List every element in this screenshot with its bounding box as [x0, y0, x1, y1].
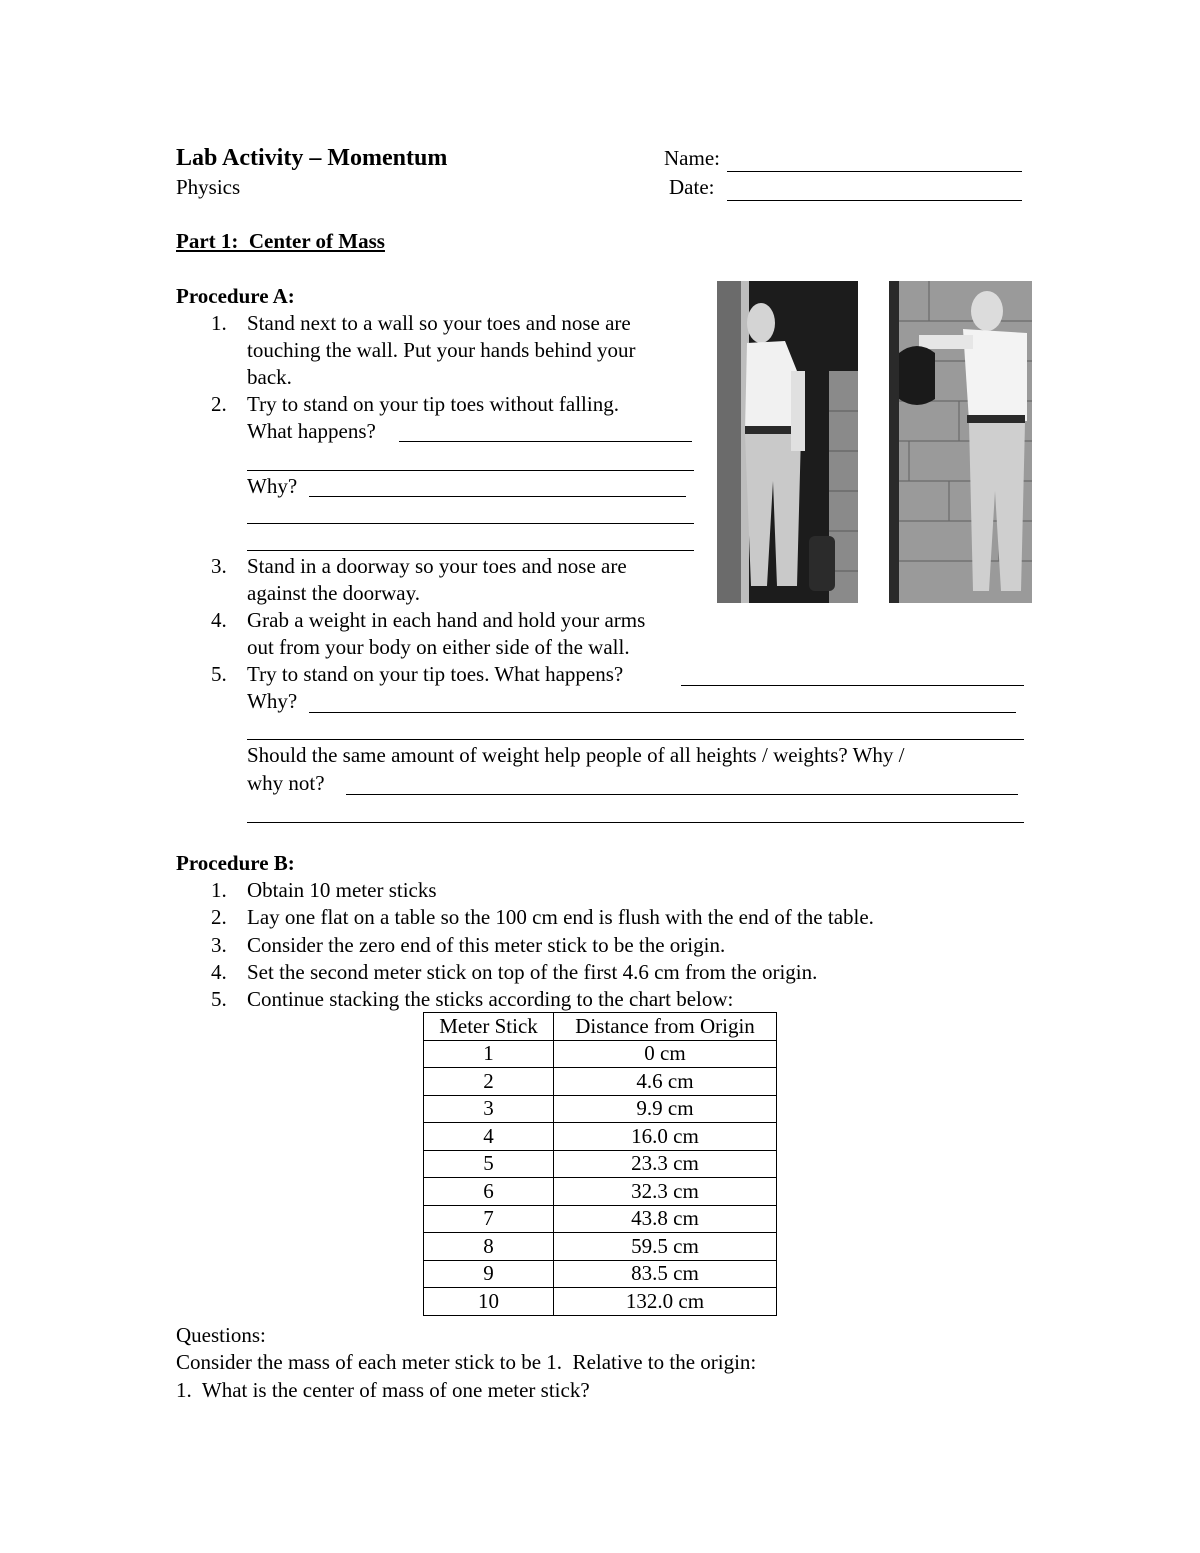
meter-stick-cell: 1: [424, 1040, 554, 1068]
step-b2-text: Lay one flat on a table so the 100 cm end is flush with the end of the table.: [247, 905, 874, 929]
distance-cell: 4.6 cm: [554, 1068, 777, 1096]
answer-line[interactable]: [247, 470, 694, 471]
meter-stick-cell: 2: [424, 1068, 554, 1096]
photo-man-holding-weight: [889, 281, 1032, 603]
table-row: [424, 1068, 777, 1096]
part1-heading: Part 1: Center of Mass: [176, 229, 385, 253]
step-a5-number: 5.: [211, 662, 227, 686]
distance-cell: 83.5 cm: [554, 1260, 777, 1288]
question-line1: Should the same amount of weight help people of all heights / weights? Why /: [247, 743, 905, 767]
answer-line[interactable]: [247, 550, 694, 551]
why-answer-line[interactable]: [309, 712, 1016, 713]
why-label: Why?: [247, 689, 298, 713]
distance-cell: 132.0 cm: [554, 1288, 777, 1316]
step-b4-number: 4.: [211, 960, 227, 984]
table-row: [424, 1233, 777, 1261]
distance-cell: 32.3 cm: [554, 1178, 777, 1206]
distance-cell: 16.0 cm: [554, 1123, 777, 1151]
subject-label: Physics: [176, 175, 241, 199]
step-b1-text: Obtain 10 meter sticks: [247, 878, 437, 902]
question-line2: why not?: [247, 771, 325, 795]
table-row: [424, 1205, 777, 1233]
step-a1-line3: back.: [247, 365, 292, 389]
distance-cell: 9.9 cm: [554, 1095, 777, 1123]
name-label: Name:: [664, 146, 720, 170]
man-with-weight-illustration: [889, 281, 1032, 603]
distance-cell: 23.3 cm: [554, 1150, 777, 1178]
why-answer-line[interactable]: [309, 496, 686, 497]
distance-cell: 0 cm: [554, 1040, 777, 1068]
step-a1-line2: touching the wall. Put your hands behind your: [247, 338, 636, 362]
table-row: [424, 1095, 777, 1123]
man-at-wall-illustration: [717, 281, 858, 603]
table-row: [424, 1260, 777, 1288]
what-happens-answer-line[interactable]: [681, 685, 1024, 686]
questions-intro: Consider the mass of each meter stick to be 1. Relative to the origin:: [176, 1350, 757, 1374]
answer-line[interactable]: [247, 739, 1024, 740]
table-row: [424, 1150, 777, 1178]
answer-line[interactable]: [247, 523, 694, 524]
step-b3-number: 3.: [211, 933, 227, 957]
why-label: Why?: [247, 474, 298, 498]
distance-cell: 43.8 cm: [554, 1205, 777, 1233]
procedure-b-heading: Procedure B:: [176, 851, 295, 875]
why-not-answer-line[interactable]: [346, 794, 1018, 795]
step-b5-number: 5.: [211, 987, 227, 1011]
step-a3-line1: Stand in a doorway so your toes and nose are: [247, 554, 627, 578]
step-a2-number: 2.: [211, 392, 227, 416]
meter-stick-cell: 6: [424, 1178, 554, 1206]
question-1: 1. What is the center of mass of one meter stick?: [176, 1378, 590, 1402]
step-b2-number: 2.: [211, 905, 227, 929]
meter-stick-cell: 3: [424, 1095, 554, 1123]
step-a5-text: Try to stand on your tip toes. What happens?: [247, 662, 624, 686]
meter-stick-cell: 9: [424, 1260, 554, 1288]
step-b1-number: 1.: [211, 878, 227, 902]
table-row: [424, 1040, 777, 1068]
table-row: [424, 1178, 777, 1206]
answer-line[interactable]: [247, 822, 1024, 823]
step-a1-number: 1.: [211, 311, 227, 335]
table-header-row: [424, 1013, 777, 1041]
document-title: Lab Activity – Momentum: [176, 145, 448, 171]
step-a3-line2: against the doorway.: [247, 581, 421, 605]
meter-stick-table: [423, 1012, 777, 1316]
meter-stick-cell: 8: [424, 1233, 554, 1261]
photo-man-against-wall: [717, 281, 858, 603]
step-a4-line1: Grab a weight in each hand and hold your arms: [247, 608, 646, 632]
step-a4-number: 4.: [211, 608, 227, 632]
table-row: [424, 1123, 777, 1151]
meter-stick-cell: 4: [424, 1123, 554, 1151]
step-a4-line2: out from your body on either side of the wall.: [247, 635, 630, 659]
column-header-meter-stick: Meter Stick: [424, 1013, 554, 1041]
date-label: Date:: [669, 175, 715, 199]
step-b5-text: Continue stacking the sticks according to the chart below:: [247, 987, 734, 1011]
step-b3-text: Consider the zero end of this meter stick to be the origin.: [247, 933, 726, 957]
procedure-a-heading: Procedure A:: [176, 284, 295, 308]
step-a1-line1: Stand next to a wall so your toes and nose are: [247, 311, 631, 335]
questions-label: Questions:: [176, 1323, 266, 1347]
column-header-distance: Distance from Origin: [554, 1013, 777, 1041]
what-happens-label: What happens?: [247, 419, 376, 443]
step-a3-number: 3.: [211, 554, 227, 578]
meter-stick-cell: 7: [424, 1205, 554, 1233]
step-b4-text: Set the second meter stick on top of the first 4.6 cm from the origin.: [247, 960, 818, 984]
distance-cell: 59.5 cm: [554, 1233, 777, 1261]
date-field[interactable]: [727, 200, 1022, 201]
what-happens-answer-line[interactable]: [399, 441, 692, 442]
step-a2-line1: Try to stand on your tip toes without falling.: [247, 392, 619, 416]
meter-stick-cell: 10: [424, 1288, 554, 1316]
meter-stick-cell: 5: [424, 1150, 554, 1178]
name-field[interactable]: [727, 171, 1022, 172]
table-row: [424, 1288, 777, 1316]
